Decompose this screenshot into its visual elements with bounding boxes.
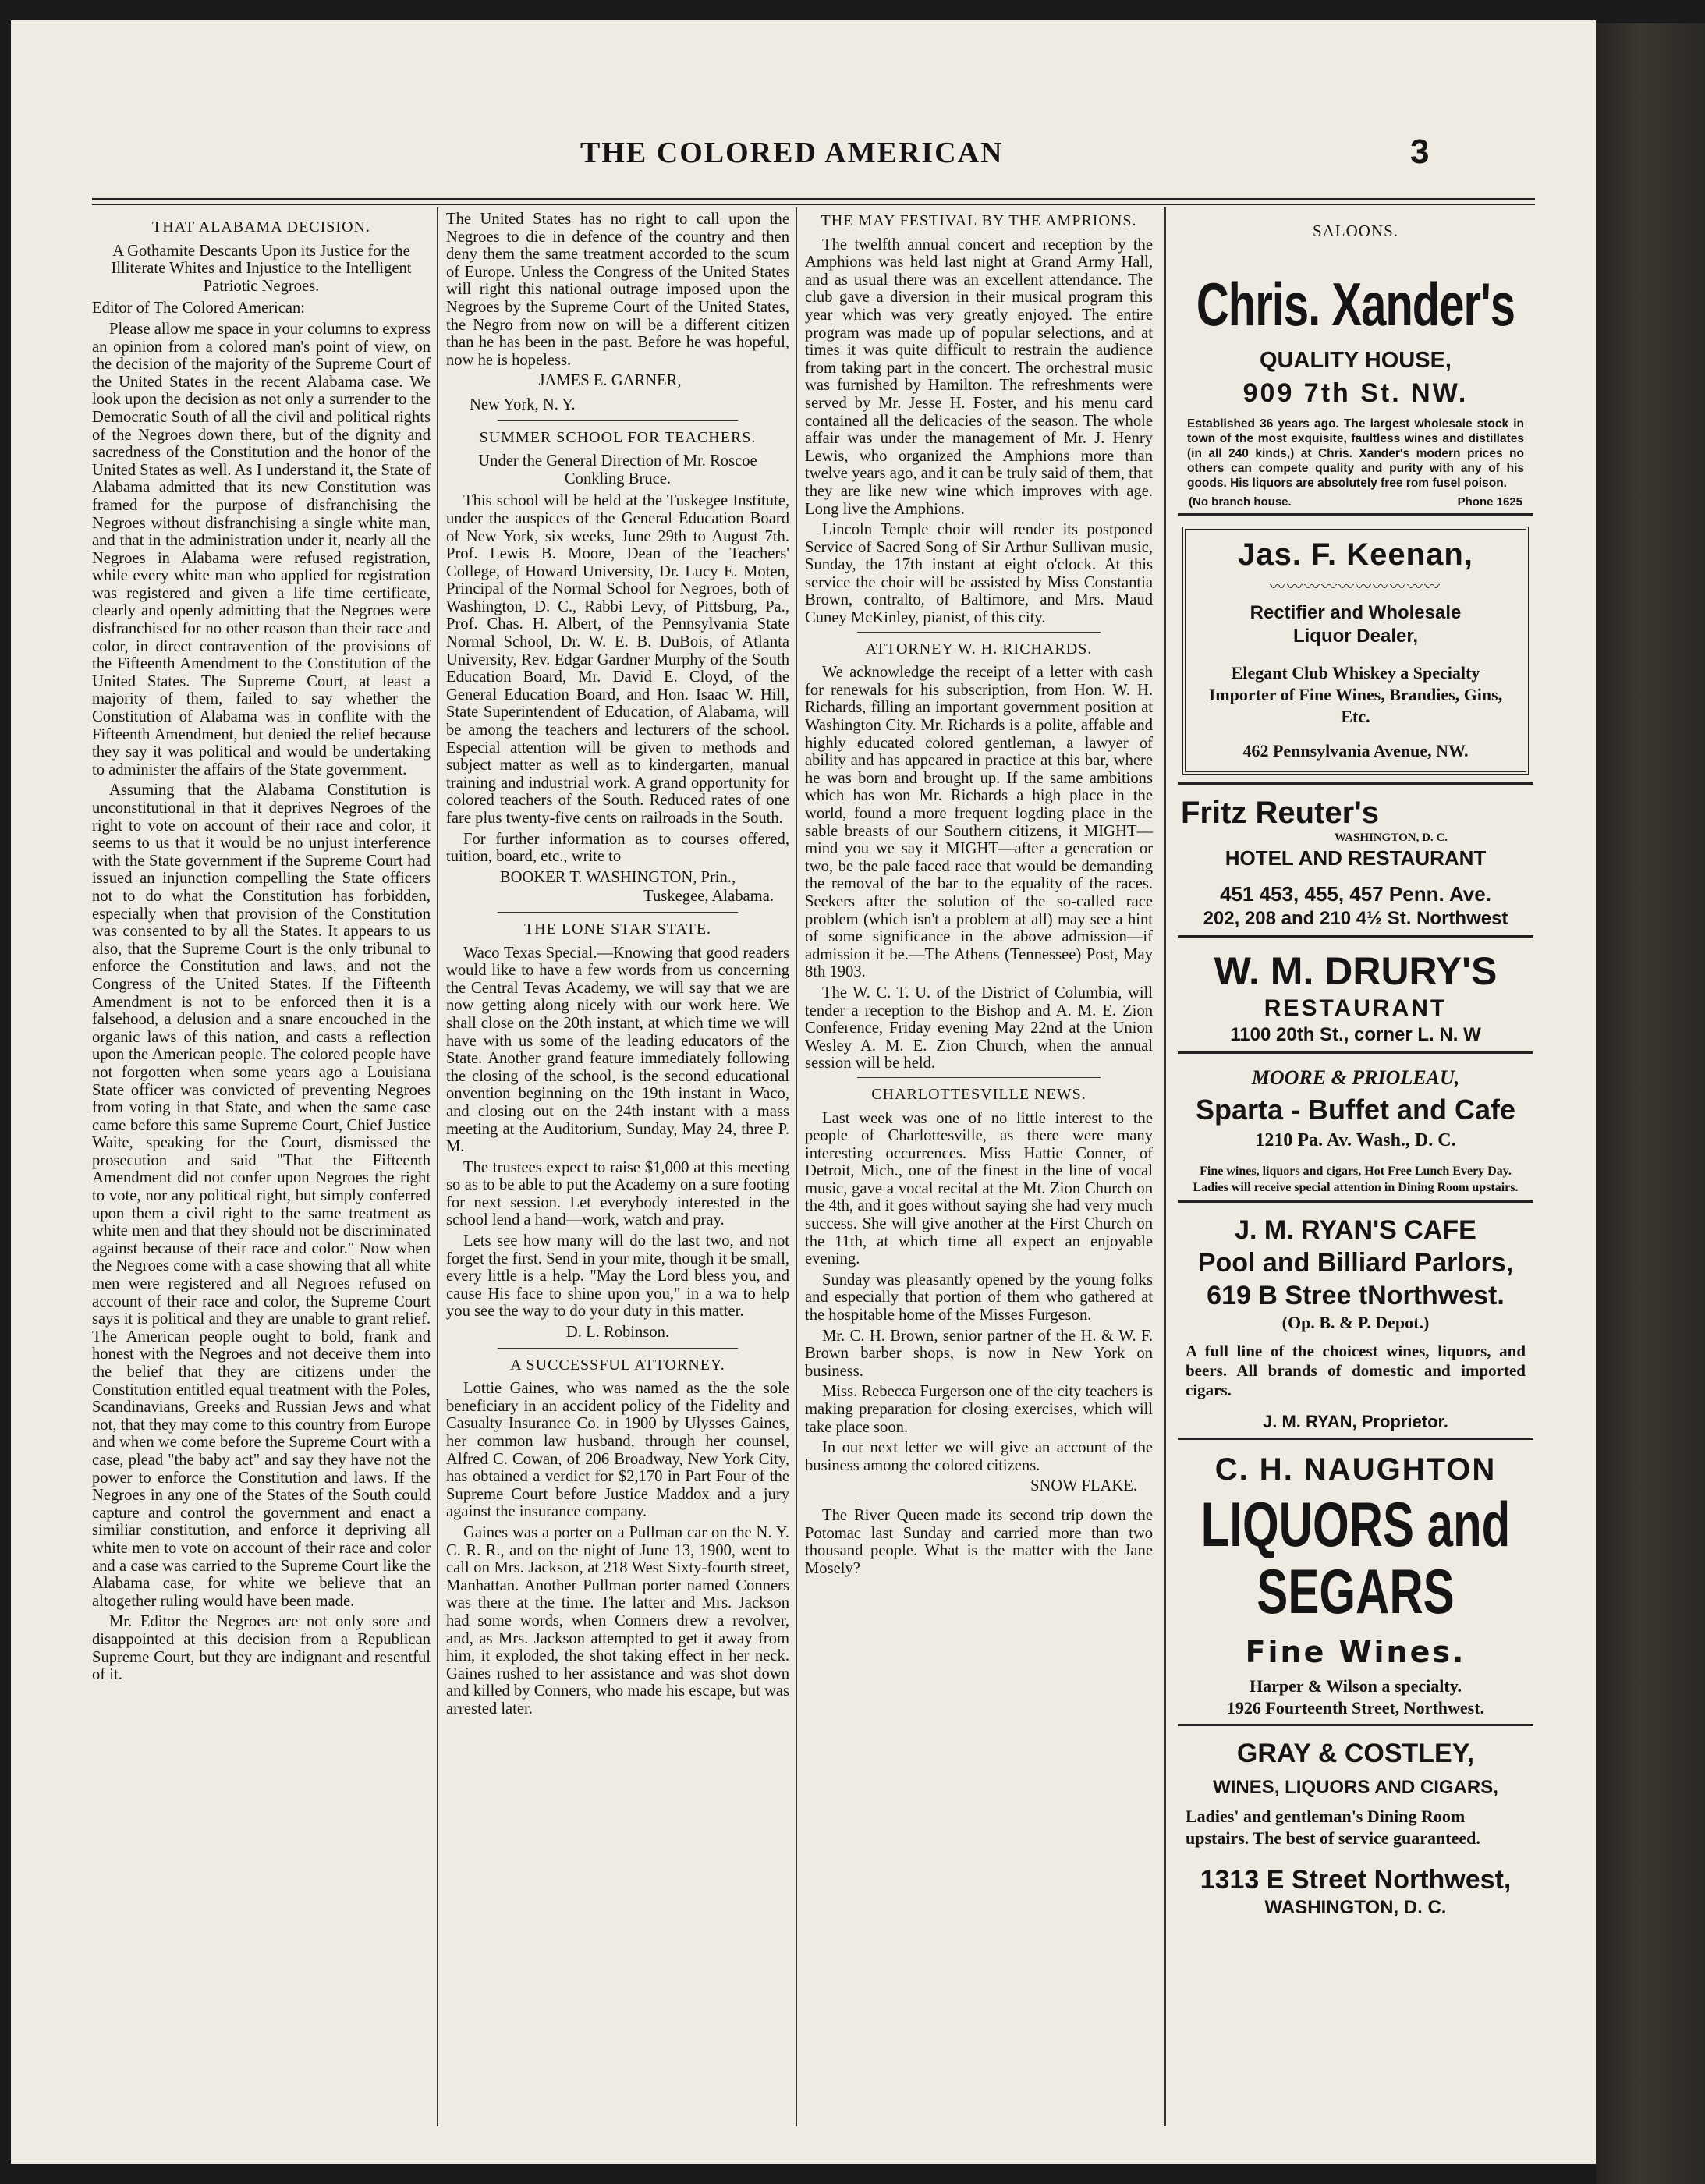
ad-gray-costley	[1178, 1732, 1533, 1924]
ad-separator	[1178, 782, 1533, 785]
ad-body: Ladies' and gentleman's Dining Room upstairs. The best of service guaranteed.	[1186, 1806, 1480, 1848]
ad-note: (Op. B. & P. Depot.)	[1281, 1313, 1430, 1332]
paragraph: Lets see how many will do the last two, and not forget the first. Send in your mite, though it be small, every little is a help. "May the Lord bless you, and cause His face to shine upon you," in a wa to help you see the way to do your duty in this matter.	[446, 1232, 789, 1321]
ad-address: 451 453, 455, 457 Penn. Ave.	[1220, 882, 1491, 906]
divider	[498, 420, 738, 421]
signature-name: D. L. Robinson.	[565, 1324, 670, 1342]
article-subhead: Under the General Direction of Mr. Roscoe Conkling Bruce.	[478, 452, 757, 488]
ad-address: 1926 Fourteenth Street, Northwest.	[1226, 1698, 1485, 1718]
column-3	[805, 211, 1153, 2137]
ad-line: Rectifier and Wholesale	[1250, 602, 1462, 623]
ad-line: Elegant Club Whiskey a Specialty	[1231, 663, 1480, 682]
ad-city: WASHINGTON, D. C.	[1264, 1897, 1447, 1918]
article-headline: SUMMER SCHOOL FOR TEACHERS.	[479, 428, 757, 446]
article-headline: THE LONE STAR STATE.	[523, 920, 712, 938]
paragraph: The United States has no right to call upon the Negroes to die in defence of the country and then deny them the same treatment accorded to the scum of Europe. Unless the Congress of the United States will right this national outrage imposed upon the Negroes by the Supreme Court of the United States, the Negro from now on will be a different citizen than he has been in the past. Before he was hopeful, now he is hopeless.	[446, 211, 789, 369]
paragraph: The River Queen made its second trip down the Potomac last Sunday and carried more than two thousand people. What is the matter with the Jane Mosely?	[805, 1506, 1153, 1577]
ornament: 〰〰〰〰〰〰〰〰〰〰	[1270, 579, 1441, 596]
ad-address: 619 B Stree tNorthwest.	[1207, 1281, 1505, 1310]
signature-name: SNOW FLAKE.	[1030, 1477, 1137, 1495]
ad-line: Fine Wines.	[1245, 1635, 1466, 1669]
ad-address: 909 7th St. NW.	[1242, 378, 1469, 408]
ad-body: Fine wines, liquors and cigars, Hot Free Lunch Every Day. Ladies will receive special attention in Dining Room upstairs.	[1193, 1165, 1519, 1194]
masthead-rule-thin	[92, 204, 1535, 205]
ad-address: 1210 Pa. Av. Wash., D. C.	[1255, 1130, 1456, 1150]
ad-name: Chris. Xander's	[1196, 270, 1515, 339]
divider	[857, 632, 1101, 633]
paragraph: Lottie Gaines, who was named as the the sole beneficiary in an accident policy of the Fidelity and Casualty Insurance Co. in 1900 by Ulysses Gaines, her common law husband, through her counsel, Alfred C. Cowan, of 206 Broadway, New York City, has obtained a verdict for $2,170 in Part Four of the Supreme Court before Justice Maddox and a jury against the insurance company.	[446, 1380, 789, 1521]
paragraph: Waco Texas Special.—Knowing that good readers would like to have a few words from us concerning the Central Tevas Academy, we will say that we are now getting along nicely with our work here. We shall close on the 20th instant, at which time we will have with us some of the leading educators of the State. Another grand feature immediately following the closing of the school, is the second educational onvention beginning on the 19th instant in Waco, and closing out on the 24th instant with a mass meeting at the Auditorium, Sunday, May 24, three P. M.	[446, 944, 789, 1156]
ad-specialty: Harper & Wilson a specialty.	[1250, 1676, 1462, 1696]
article-headline: CHARLOTTESVILLE NEWS.	[871, 1085, 1086, 1103]
ad-name: C. H. NAUGHTON	[1214, 1452, 1497, 1487]
ad-type: RESTAURANT	[1264, 995, 1448, 1021]
paragraph: In our next letter we will give an account of the business among the colored citizens.	[805, 1439, 1153, 1474]
article-subhead: A Gothamite Descants Upon its Justice for the Illiterate Whites and Injustice to the Intelligent Patriotic Negroes.	[111, 242, 412, 295]
signature-place: New York, N. Y.	[470, 395, 576, 413]
article-headline: THE MAY FESTIVAL BY THE AMPRIONS.	[821, 212, 1137, 229]
article-headline: THAT ALABAMA DECISION.	[152, 218, 370, 236]
masthead-rule	[92, 198, 1535, 200]
book-binding	[1596, 23, 1705, 2184]
divider	[857, 1077, 1101, 1078]
paragraph: Lincoln Temple choir will render its postponed Service of Sacred Song of Sir Arthur Sullivan music, Sunday, the 17th instant at eight o'clock. At this service the choir will be assisted by Miss Constantia Brown, contralto, of Baltimore, and Mrs. Maud Cuney McKinley, pianist, of this city.	[805, 521, 1153, 627]
paragraph: Miss. Rebecca Furgerson one of the city teachers is making preparation for closing exercises, which will take place soon.	[805, 1383, 1153, 1436]
column-rule-1	[437, 207, 438, 2126]
advertisements-column	[1178, 211, 1533, 2129]
article-headline: ATTORNEY W. H. RICHARDS.	[865, 640, 1093, 658]
paragraph: For further information as to courses offered, tuition, board, etc., write to	[446, 830, 789, 866]
divider	[498, 1348, 738, 1349]
ad-chris-xander	[1178, 260, 1533, 516]
masthead-title: THE COLORED AMERICAN	[580, 136, 1004, 169]
ad-line: LIQUORS and	[1200, 1489, 1511, 1560]
ad-moore-prioleau	[1178, 1060, 1533, 1203]
ad-line: Importer of Fine Wines, Brandies, Gins, Etc.	[1208, 685, 1503, 726]
ad-note: (No branch house.	[1189, 495, 1292, 509]
divider	[498, 912, 738, 913]
newspaper-page	[11, 20, 1596, 2164]
ad-proprietor: J. M. RYAN, Proprietor.	[1263, 1412, 1448, 1431]
paragraph: Gaines was a porter on a Pullman car on the N. Y. C. R. R., and on the night of June 13, 1900, went to call on Mrs. Jackson, at 218 West Sixty-fourth street, Manhattan. Another Pullman porter named Conners was there at the time. The latter and Mrs. Jackson had some words, when Conners drew a revolver, and, as Mrs. Jackson attempted to get it away from him, it exploded, the shot taking effect in her neck. Gaines rushed to her assistance and was shot down and killed by Conners, who made his escape, but was arrested later.	[446, 1523, 789, 1718]
column-1	[92, 211, 431, 2137]
ad-type: WINES, LIQUORS AND CIGARS,	[1213, 1777, 1498, 1798]
paragraph: We acknowledge the receipt of a letter with cash for renewals for his subscription, from Hon. W. H. Richards, filling an important government position at Washington City. Mr. Richards is a polite, affable and highly educated colored gentleman, a lawyer of ability and has appeared in practice at this bar, where he was born and brought up. If the same ambitions which has won Mr. Richards a high place in the world, found a more frequent logding place in the sable breasts of our Southern citizens, it MIGHT—mind you we say it MIGHT—after a generation or two, be the pale faced race that would be demanding the removal of the bar to the equality of the races. Seekers after the solution of the so-called race problem (which isn't a problem at all) may see a hint of some significance in the above admission—if admission it be.—The Athens (Tennessee) Post, May 8th 1903.	[805, 664, 1153, 981]
ad-name: Fritz Reuter's	[1181, 796, 1380, 830]
paragraph: Mr. C. H. Brown, senior partner of the H. & W. F. Brown barber shops, is now in New York on business.	[805, 1327, 1153, 1380]
paragraph: Please allow me space in your columns to express an opinion from a colored man's point of view, on the decision of the majority of the Supreme Court of the United States in the recent Alabama case. We look upon the decision as not only a surrender to the Democratic South of all the civil and political rights of the Negroes down there, but of the dignity and sacredness of the Constitution and the honor of the United States as well. As I understand it, the State of Alabama admitted that its new Constitution was framed for the purpose of disfranchising the Negroes without disfranchising a single white man, and that in the administration under it, nearly all the Negroes in Alabama were refused registration, while every white man who applied for registration was registered and given a life time certificate, clearly and openly admitting that the Negroes were disfranchised for no other reason than their race and color, in direct contravention of the provisions of the Fifteenth Amendment to the Constitution of the United States. The Supreme Court, at least a majority of them, failed to say whether the Constitution of Alabama was in conflite with the Fifteenth Amendment, but denied the relief because they say it was political and would be undertaking to administer the affairs of the State government.	[92, 320, 431, 778]
ad-wm-drury	[1178, 944, 1533, 1054]
ad-ch-naughton	[1178, 1446, 1533, 1726]
ad-type: Sparta - Buffet and Cafe	[1195, 1094, 1516, 1126]
ad-type: HOTEL AND RESTAURANT	[1225, 846, 1487, 870]
signature-name: JAMES E. GARNER,	[538, 372, 682, 390]
ad-address: 462 Pennsylvania Avenue, NW.	[1242, 741, 1469, 760]
ad-address: 202, 208 and 210 4½ St. Northwest	[1203, 908, 1508, 929]
ad-name: W. M. DRURY'S	[1214, 949, 1498, 993]
ad-jm-ryan	[1178, 1209, 1533, 1440]
ad-name: GRAY & COSTLEY,	[1236, 1739, 1475, 1768]
section-heading: SALOONS.	[1312, 222, 1399, 240]
paragraph: Sunday was pleasantly opened by the young folks and especially that portion of them who gathered at the hospitable home of the Misses Furgeson.	[805, 1271, 1153, 1324]
ad-name: MOORE & PRIOLEAU,	[1251, 1066, 1460, 1089]
page-number: 3	[1410, 133, 1430, 171]
ad-address: 1313 E Street Northwest,	[1200, 1865, 1512, 1895]
column-rule-3	[1164, 207, 1166, 2126]
ad-jas-keenan	[1182, 526, 1529, 775]
paragraph: Last week was one of no little interest to the people of Charlottesville, as there were many interesting occurrences. Miss Hattie Conner, of Detroit, Mich., one of the finest in the line of vocal music, gave a vocal recital at the Mt. Zion Church on the 4th, and it goes without saying she had very much success. She will give another at the First Church on the 11th, at which time all expect an enjoyable evening.	[805, 1109, 1153, 1268]
ad-line: Pool and Billiard Parlors,	[1197, 1248, 1514, 1278]
paragraph: Assuming that the Alabama Constitution is unconstitutional in that it deprives Negroes of the right to vote on account of their race and color, it seems to us that it would be no unjust interference with the State government if the Supreme Court had issued an injunction compelling the State officers not to do what the Constitution has forbidden, especially when that provision of the Constitution was consented to by all the States. It appears to us also, that the Supreme Court is the only tribunal to enforce the Constitution and laws, and not the Congress of the United States. If the Fifteenth Amendment is not to be enforced then it is a falsehood, a delusion and a snare encouched in the organic laws of this nation, and casts a reflection upon the American people. The colored people have not forgotten when some years ago a Louisiana State officer was convicted of preventing Negroes from voting in that State, and when the same case came before this same Supreme Court, Chief Justice Waite, speaking for the Court, dismissed the prosecution and said "That the Fifteenth Amendment did not confer upon Negroes the right to vote, nor any political right, but simply conferred upon them a civil right to the same treatment as white men and that they should not be discriminated against because of their race and color." Now when the Negroes come with a case showing that all white men were registered and all Negroes refused on account of their race and color, the Supreme Court says it is political and they are unable to grant relief. The American people ought to bold, frank and honest with the Negroes and not deceive them into the belief that they are citizens under the Constitution entitled equal treatment with the Poles, Scandinavians, Greeks and Russian Jews and what not, that they may come to this country from Europe and when we come before the Supreme Court with a case, plead "the baby act" and say they have not the power to enforce the Constitution and laws. If the Negroes in any one of the States of the South could capture and control the government and enact a similiar constitution, and enforce it depriving all white men to vote on account of their race and color and a case was carried to the Supreme Court like the Alabama case, for white we believe that an altogether ruling would have been made.	[92, 782, 431, 1610]
ad-line: Liquor Dealer,	[1292, 626, 1419, 647]
ad-name: Jas. F. Keenan,	[1238, 537, 1473, 572]
paragraph: The W. C. T. U. of the District of Columbia, will tender a reception to the Bishop and A. M. E. Zion Conference, Friday evening May 22nd at the Union Wesley A. M. E. Zion Church, when the annual session will be held.	[805, 984, 1153, 1072]
ad-phone: Phone 1625	[1457, 495, 1522, 509]
ad-body: A full line of the choicest wines, liquors, and beers. All brands of domestic and imported cigars.	[1186, 1342, 1526, 1399]
signature-place: Tuskegee, Alabama.	[643, 888, 774, 906]
paragraph: This school will be held at the Tuskegee Institute, under the auspices of the General Education Board of New York, six weeks, June 29th to August 7th. Prof. Lewis B. Moore, Dean of the Teachers' College, of Howard University, Dr. Lucy E. Moten, Principal of the Normal School for Negroes, both of Washington, D. C., Rabbi Levy, of Pittsburg, Pa., Prof. Chas. H. Albert, of the Pennsylvania State Normal School, Dr. W. E. B. DuBois, of Atlanta University, Rev. Edgar Gardner Murphy of the South Education Board, Mr. David E. Cloyd, of the General Education Board, and Hon. Isaac W. Hill, State Superintendent of Education, of Alabama, will be among the teachers and lecturers of the school. Especial attention will be given to methods and subject matter as well as to kindergarten, manual training and industrial work. A grand opportunity for colored teachers of the South. Reduced rates of one fare plus twenty-five cents on railroads in the South.	[446, 492, 789, 827]
ad-address: 1100 20th St., corner L. N. W	[1230, 1024, 1481, 1045]
paragraph: The twelfth annual concert and reception by the Amphions was held last night at Grand Army Hall, and as usual there was an excellent attendance. The club gave a diversion in their musical program this year which was very greatly enjoyed. The entire program was made up of popular selections, and at times it was quite difficult to restrain the audience from taking part in the concert. The orchestral music was furnished by Hamilton. The refreshments were served by Mr. Jesse H. Foster, and his menu card contained all the delicacies of the season. The whole affair was under the management of Mr. J. Henry Lewis, who organized the Amphions more than twelve years ago, and it can be truly said of them, that they are like new wine which improves with age. Long live the Amphions.	[805, 236, 1153, 518]
paragraph: Mr. Editor the Negroes are not only sore and disappointed at this decision from a Republican Supreme Court, but they are indignant and resentful of it.	[92, 1613, 431, 1684]
signature-name: BOOKER T. WASHINGTON, Prin.,	[499, 868, 736, 886]
ad-city: WASHINGTON, D. C.	[1334, 831, 1448, 844]
column-2	[446, 211, 789, 2137]
salutation: Editor of The Colored American:	[92, 300, 305, 317]
ad-tagline: QUALITY HOUSE,	[1260, 348, 1452, 373]
column-rule-2	[796, 207, 797, 2126]
ad-line: SEGARS	[1257, 1556, 1455, 1627]
paragraph: The trustees expect to raise $1,000 at this meeting so as to be able to put the Academy on a sure footing for next session. Let everybody interested in the school lend a hand—work, watch and pray.	[446, 1158, 789, 1229]
ad-name: J. M. RYAN'S CAFE	[1235, 1215, 1476, 1245]
masthead	[11, 133, 1596, 183]
article-headline: A SUCCESSFUL ATTORNEY.	[510, 1356, 725, 1374]
ad-fritz-reuter	[1178, 789, 1533, 938]
ad-body: Established 36 years ago. The largest wholesale stock in town of the most exquisite, faultless wines and distillates (in all 240 kinds,) at Chris. Xander's modern prices no others can compete quality and purity with any of his goods. His liquors are absolutely free rom fusel poison.	[1187, 417, 1524, 490]
